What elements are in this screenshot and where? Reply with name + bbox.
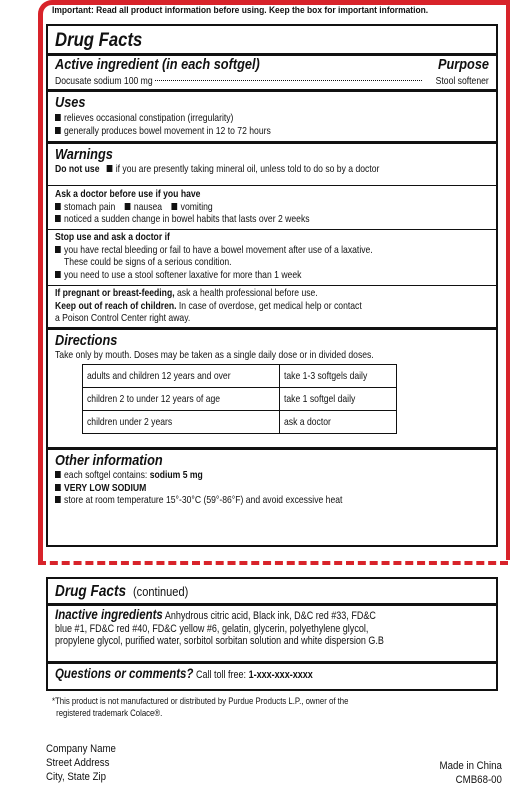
stop-use-label: Stop use and ask a doctor if (55, 231, 170, 243)
stop-use-section (48, 230, 496, 286)
perforation-line (38, 561, 508, 565)
continued-title-section (48, 579, 496, 606)
stop-use-item-continued: These could be signs of a serious condition. (64, 256, 232, 268)
inactive-ingredients-section (48, 606, 496, 664)
uses-item: generally produces bowel movement in 12 to 72 hours (55, 125, 411, 138)
dosage-table (82, 364, 397, 434)
bullet-icon (55, 484, 61, 491)
uses-section (48, 92, 496, 144)
other-info-item: each softgel contains: sodium 5 mg (55, 469, 411, 482)
other-info-item: VERY LOW SODIUM (55, 482, 411, 495)
inactive-line-1: Inactive ingredients Anhydrous citric acid, Black ink, D&C red #33, FD&C (55, 606, 376, 622)
stop-use-item: you have rectal bleeding or fail to have a bowel movement after use of a laxative. (55, 244, 411, 257)
table-cell: adults and children 12 years and over (83, 365, 280, 388)
bullet-icon (172, 203, 178, 210)
table-cell: take 1 softgel daily (280, 388, 397, 411)
table-cell: children under 2 years (83, 411, 280, 434)
table-row (83, 388, 397, 411)
active-ingredient-row (55, 75, 489, 88)
uses-item: relieves occasional constipation (irregularity) (55, 112, 411, 125)
bullet-icon (55, 271, 61, 278)
table-cell: ask a doctor (280, 411, 397, 434)
trademark-footnote (52, 696, 348, 719)
drug-facts-title-section (48, 26, 496, 56)
bullet-icon (55, 496, 61, 503)
continued-title-suffix: (continued) (133, 584, 189, 599)
active-heading-row (55, 56, 489, 75)
table-row (83, 365, 397, 388)
pregnancy-label: If pregnant or breast-feeding, (55, 287, 175, 299)
table-cell: take 1-3 softgels daily (280, 365, 397, 388)
active-ingredient-purpose: Stool softener (435, 75, 489, 87)
bullet-icon (55, 215, 61, 222)
ask-doctor-item: noticed a sudden change in bowel habits that lasts over 2 weeks (55, 213, 411, 226)
active-ingredient-heading: Active ingredient (in each softgel) (55, 56, 260, 73)
ask-doctor-label: Ask a doctor before use if you have (55, 188, 201, 200)
pregnancy-text: ask a health professional before use. (177, 287, 318, 299)
continued-title: Drug Facts (55, 583, 127, 600)
warnings-heading: Warnings (55, 146, 113, 163)
bullet-icon (55, 246, 61, 253)
phone-number: 1-xxx-xxx-xxxx (248, 669, 313, 681)
directions-section (48, 330, 496, 450)
other-info-item: store at room temperature 15°-30°C (59°-86°F) and avoid excessive heat (55, 494, 411, 507)
do-not-use-label: Do not use (55, 163, 100, 175)
inactive-line-2: blue #1, FD&C red #40, FD&C yellow #6, gelatin, glycerin, polyethylene glycol, (55, 622, 369, 635)
inactive-line-3: propylene glycol, purified water, sorbitol sorbitan solution and white dispersion G.B (55, 635, 384, 647)
drug-facts-panel (46, 24, 498, 547)
company-address (46, 742, 116, 784)
footnote-line: registered trademark Colace®. (56, 707, 163, 719)
table-row (83, 411, 397, 434)
leader-dots (155, 80, 422, 81)
stop-use-line (55, 231, 411, 244)
ask-doctor-line (55, 188, 411, 201)
footnote-line: *This product is not manufactured or distributed by Purdue Products L.P., owner of the (52, 696, 349, 707)
bullet-icon (55, 114, 61, 121)
directions-intro: Take only by mouth. Doses may be taken as a single daily dose or in divided doses. (55, 349, 374, 361)
bullet-icon (125, 203, 131, 210)
questions-section (48, 664, 496, 688)
bullet-icon (55, 127, 61, 134)
important-notice: Important: Read all product information before using. Keep the box for important information. (52, 5, 429, 15)
table-cell: children 2 to under 12 years of age (83, 388, 280, 411)
bullet-icon (55, 203, 61, 210)
product-code: CMB68-00 (455, 774, 502, 786)
active-ingredient-name: Docusate sodium 100 mg (55, 75, 153, 87)
do-not-use-line (55, 163, 411, 176)
stop-use-item: you need to use a stool softener laxative for more than 1 week (55, 269, 411, 282)
questions-heading: Questions or comments? (55, 665, 194, 681)
purpose-heading: Purpose (437, 56, 489, 73)
questions-line: Questions or comments? Call toll free: 1-xxx-xxx-xxxx (55, 665, 313, 681)
bullet-icon (107, 165, 113, 172)
other-information-section (48, 450, 496, 514)
keep-out-line (55, 300, 411, 313)
ask-doctor-section (48, 186, 496, 230)
street-address: Street Address (46, 757, 110, 769)
drug-facts-continued-panel (46, 577, 498, 691)
directions-heading: Directions (55, 332, 118, 349)
company-name: Company Name (46, 743, 116, 755)
pregnancy-children-section (48, 286, 496, 330)
other-information-heading: Other information (55, 452, 163, 469)
poison-control-line: a Poison Control Center right away. (55, 312, 191, 324)
do-not-use-text: if you are presently taking mineral oil, unless told to do so by a doctor (115, 163, 380, 175)
keep-out-text: In case of overdose, get medical help or contact (178, 299, 362, 312)
uses-heading: Uses (55, 94, 86, 111)
ask-doctor-symptoms: stomach pain nausea vomiting (55, 201, 411, 214)
made-in: Made in China (439, 760, 502, 772)
keep-out-label: Keep out of reach of children. (55, 299, 177, 312)
pregnancy-line (55, 287, 411, 300)
warnings-header-section (48, 144, 496, 186)
origin-info (440, 759, 502, 787)
inactive-ingredients-heading: Inactive ingredients (55, 606, 163, 622)
red-border-right (506, 0, 510, 560)
active-ingredient-section (48, 56, 496, 92)
continued-title-line (55, 579, 489, 605)
city-state-zip: City, State Zip (46, 771, 107, 783)
drug-facts-title: Drug Facts (55, 30, 143, 51)
bullet-icon (55, 471, 61, 478)
